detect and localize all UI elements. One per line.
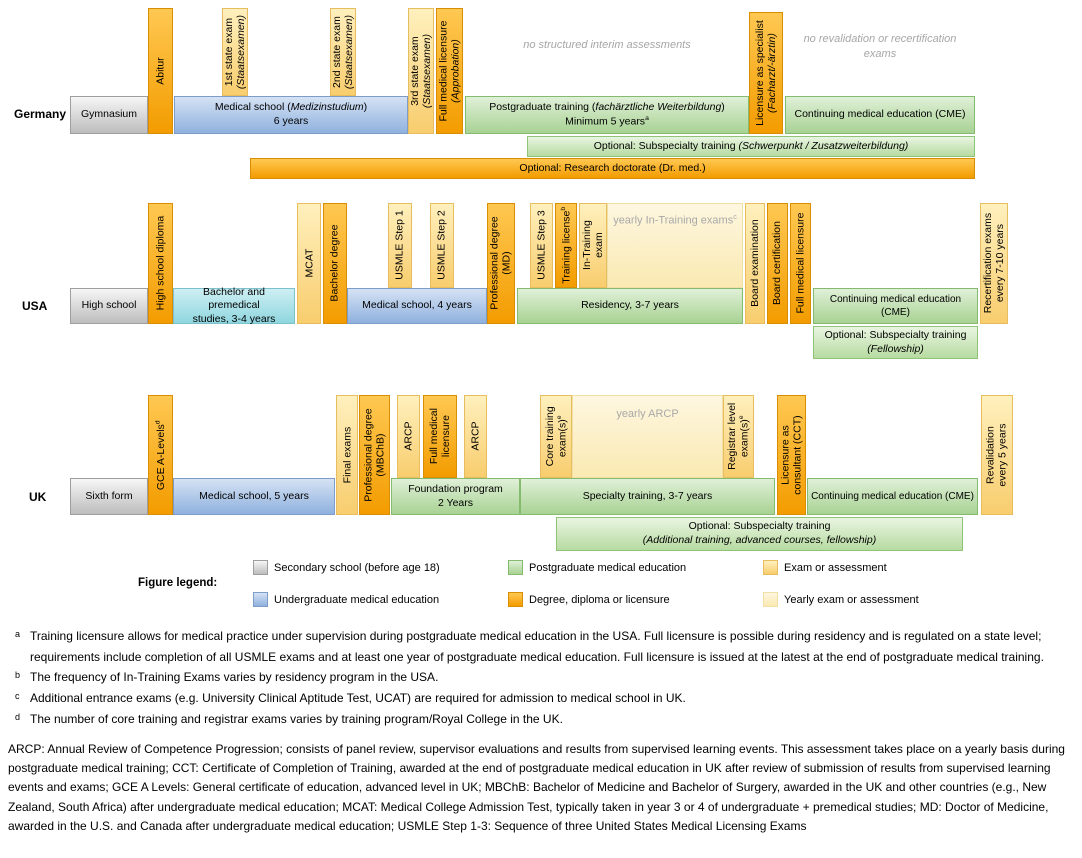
germany-specialist-licensure-bar: Licensure as specialist (Facharzt/-ärztin) <box>749 12 783 134</box>
germany-postgraduate-line1: Postgraduate training (fachärztliche Weiterbildung) <box>489 101 725 114</box>
uk-arcp1-bar <box>397 395 420 478</box>
legend-swatch-green <box>508 560 523 575</box>
legend-title: Figure legend: <box>138 577 218 589</box>
germany-approbation-bar: Full medical licensure (Approbation) <box>436 8 463 134</box>
usa-training-license-label: Training license <box>560 210 573 284</box>
usa-yearly-intraining-exams-box <box>607 203 743 288</box>
row-label-uk: UK <box>29 490 47 504</box>
uk-specialty-training-label: Specialty training, 3-7 years <box>582 489 713 502</box>
usa-board-examination-bar <box>745 203 765 324</box>
germany-medical-school-line2: 6 years <box>273 115 309 127</box>
usa-full-licensure-label: Full medical licensure <box>794 213 807 314</box>
germany-second-state-exam-bar: 2nd state exam (Staatsexamen) <box>330 8 356 96</box>
germany-note-no-revalidation: no revalidation or recertification exams <box>803 33 957 60</box>
uk-final-exams-bar <box>336 395 358 515</box>
uk-cme-label: Continuing medical education (CME) <box>811 491 974 502</box>
uk-yearly-arcp-label: yearly ARCP <box>616 408 679 420</box>
footnote-d: d The number of core training and registrar exams varies by training program/Royal College in the UK. <box>15 711 563 726</box>
usa-residency-box <box>517 288 743 324</box>
usa-usmle3-label: USMLE Step 3 <box>535 210 548 281</box>
legend-swatch-yearly-yellow <box>763 592 778 607</box>
germany-medical-school-box <box>174 96 408 134</box>
usa-board-exam-label: Board examination <box>748 219 761 308</box>
uk-revalidation-bar: Revalidation every 5 years <box>981 395 1013 515</box>
uk-yearly-arcp-box <box>572 395 723 478</box>
germany-postgraduate-line2: Minimum 5 years$^a$ <box>565 114 649 128</box>
legend-swatch-orange <box>508 592 523 607</box>
footnote-c: c Additional entrance exams (e.g. University Clinical Aptitude Test, UCAT) are required for admission to medical school in UK. <box>15 690 686 705</box>
germany-secondary-school-box <box>70 96 148 134</box>
usa-training-license-bar: Training license$^b$ <box>555 203 577 288</box>
legend-item-yearly-exam: Yearly exam or assessment <box>763 592 919 607</box>
germany-secondary-school-label: Gymnasium <box>80 108 137 121</box>
uk-consultant-licensure-bar: Licensure as consultant (CCT) <box>777 395 806 515</box>
legend-item-degree: Degree, diploma or licensure <box>508 592 670 607</box>
germany-abitur-bar <box>148 8 173 134</box>
footnotes <box>8 626 1076 729</box>
uk-arcp1-label: ARCP <box>402 421 415 452</box>
usa-recertification-bar: Recertification exams every 7-10 years <box>980 203 1008 324</box>
uk-gce-alevels-bar: GCE A-Levels$^d$ <box>148 395 173 515</box>
uk-alevels-label: GCE A-Levels <box>154 423 167 490</box>
uk-sixth-form-box <box>70 478 148 515</box>
legend-swatch-blue <box>253 592 268 607</box>
uk-subspecialty-box: Optional: Subspecialty training (Additional training, advanced courses, fellowship) <box>556 517 963 551</box>
usa-yearly-intraining-label: yearly In-Training exams$^c$ <box>613 213 737 227</box>
usa-bachelor-label: Bachelor degree <box>328 224 341 303</box>
germany-cme-box <box>785 96 975 134</box>
germany-abitur-label: Abitur <box>154 57 167 85</box>
germany-postgraduate-training-box <box>465 96 749 134</box>
usa-usmle2-label: USMLE Step 2 <box>435 210 448 281</box>
usa-premedical-box: Bachelor and premedical studies, 3-4 years <box>173 288 295 324</box>
usa-professional-degree-bar: Professional degree (MD) <box>487 203 515 324</box>
usa-medical-school-label: Medical school, 4 years <box>362 299 472 312</box>
row-label-usa: USA <box>22 299 48 313</box>
usa-mcat-label: MCAT <box>302 249 315 278</box>
germany-subspecialty-box <box>527 136 975 157</box>
uk-arcp2-bar <box>464 395 487 478</box>
usa-high-school-box <box>70 288 148 324</box>
germany-research-doctorate-box <box>250 158 975 179</box>
legend-item-postgraduate: Postgraduate medical education <box>508 560 686 575</box>
usa-usmle-step2-bar <box>430 203 454 288</box>
usa-board-cert-label: Board certification <box>771 221 784 306</box>
germany-research-doctorate-label: Optional: Research doctorate (Dr. med.) <box>519 161 706 174</box>
abbreviations-paragraph: ARCP: Annual Review of Competence Progression; consists of panel review, supervisor evaluations and results from supervised learning events. This assessment takes place on a yearly basis during postgraduate medical training; CCT: Certificate of Completion of Training, awarded at the end of postgraduate medical education in UK after review of submission of results from supervised learning events and exams; GCE A Levels: General certificate of education, advanced level in UK; MBChB: Bachelor of Medicine and Bachelor of Surgery, awarded in the UK and other countries (e.g., New Zealand, South Africa) after undergraduate medical education; MCAT: Medical College Admission Test, typically taken in year 3 or 4 of undergraduate + premedical studies; MD: Doctor of Medicine, awarded in the U.S. and Canada after undergraduate medical education; USMLE Step 1-3: Sequence of three United States Medical Licensing Exams <box>8 742 1065 833</box>
germany-note-no-interim-assessments: no structured interim assessments <box>523 39 691 51</box>
legend-swatch-gray <box>253 560 268 575</box>
usa-mcat-bar <box>297 203 321 324</box>
legend-item-undergraduate: Undergraduate medical education <box>253 592 439 607</box>
germany-medical-school-line1: Medical school (Medizinstudium) <box>214 101 368 114</box>
usa-bachelor-degree-bar <box>323 203 347 324</box>
usa-full-licensure-bar <box>790 203 811 324</box>
usa-residency-label: Residency, 3-7 years <box>581 299 679 312</box>
uk-medical-school-label: Medical school, 5 years <box>199 489 309 502</box>
row-label-germany: Germany <box>14 107 67 121</box>
uk-foundation-program-box: Foundation program 2 Years <box>391 478 520 515</box>
uk-sixth-form-label: Sixth form <box>85 489 133 502</box>
germany-cme-label: Continuing medical education (CME) <box>794 108 966 121</box>
usa-high-school-diploma-bar <box>148 203 173 324</box>
usa-intraining-exam-bar: In-Training exam <box>579 203 607 288</box>
usa-cme-label: Continuing medical education (CME) <box>829 294 962 318</box>
germany-first-state-exam-bar: 1st state exam (Staatsexamen) <box>222 8 248 96</box>
usa-usmle-step3-bar <box>530 203 553 288</box>
uk-core-training-exam-bar: Core training $exam(s)^e$ <box>540 395 572 478</box>
usa-diploma-label: High school diploma <box>154 216 167 311</box>
usa-high-school-label: High school <box>81 299 137 312</box>
usa-board-certification-bar <box>767 203 788 324</box>
germany-subspecialty-label: Optional: Subspecialty training (Schwerpunkt / Zusatzweiterbildung) <box>593 139 909 152</box>
uk-specialty-training-box <box>520 478 775 515</box>
usa-usmle-step1-bar <box>388 203 412 288</box>
footnote-b: b The frequency of In-Training Exams varies by residency program in the USA. <box>15 670 439 685</box>
uk-final-exams-label: Final exams <box>340 426 353 484</box>
germany-third-state-exam-bar: 3rd state exam (Staatsexamen) <box>408 8 434 134</box>
usa-usmle1-label: USMLE Step 1 <box>393 210 406 281</box>
uk-full-licensure-bar: Full medical licensure <box>423 395 457 478</box>
usa-fellowship-box: Optional: Subspecialty training (Fellowship) <box>813 326 978 359</box>
legend-item-secondary-school: Secondary school (before age 18) <box>253 560 440 575</box>
footnote-a: a Training licensure allows for medical practice under supervision during postgraduate medical education in the USA. Full licensure is possible during residency and is regulated on a state level; requirements include completion of all USMLE exams and at least one year of postgraduate medical education. Full licensure is issued at the latest at the end of postgraduate medical training. <box>15 629 1044 664</box>
usa-medical-school-box <box>347 288 487 324</box>
legend-swatch-exam-yellow <box>763 560 778 575</box>
legend-item-exam: Exam or assessment <box>763 560 887 575</box>
uk-cme-box <box>807 478 978 515</box>
uk-registrar-exam-bar: Registrar level $exam(s)^e$ <box>723 395 754 478</box>
uk-professional-degree-bar: Professional degree (MBChB) <box>359 395 390 515</box>
uk-medical-school-box <box>173 478 335 515</box>
uk-arcp2-label: ARCP <box>469 421 482 452</box>
usa-cme-box <box>813 288 978 324</box>
